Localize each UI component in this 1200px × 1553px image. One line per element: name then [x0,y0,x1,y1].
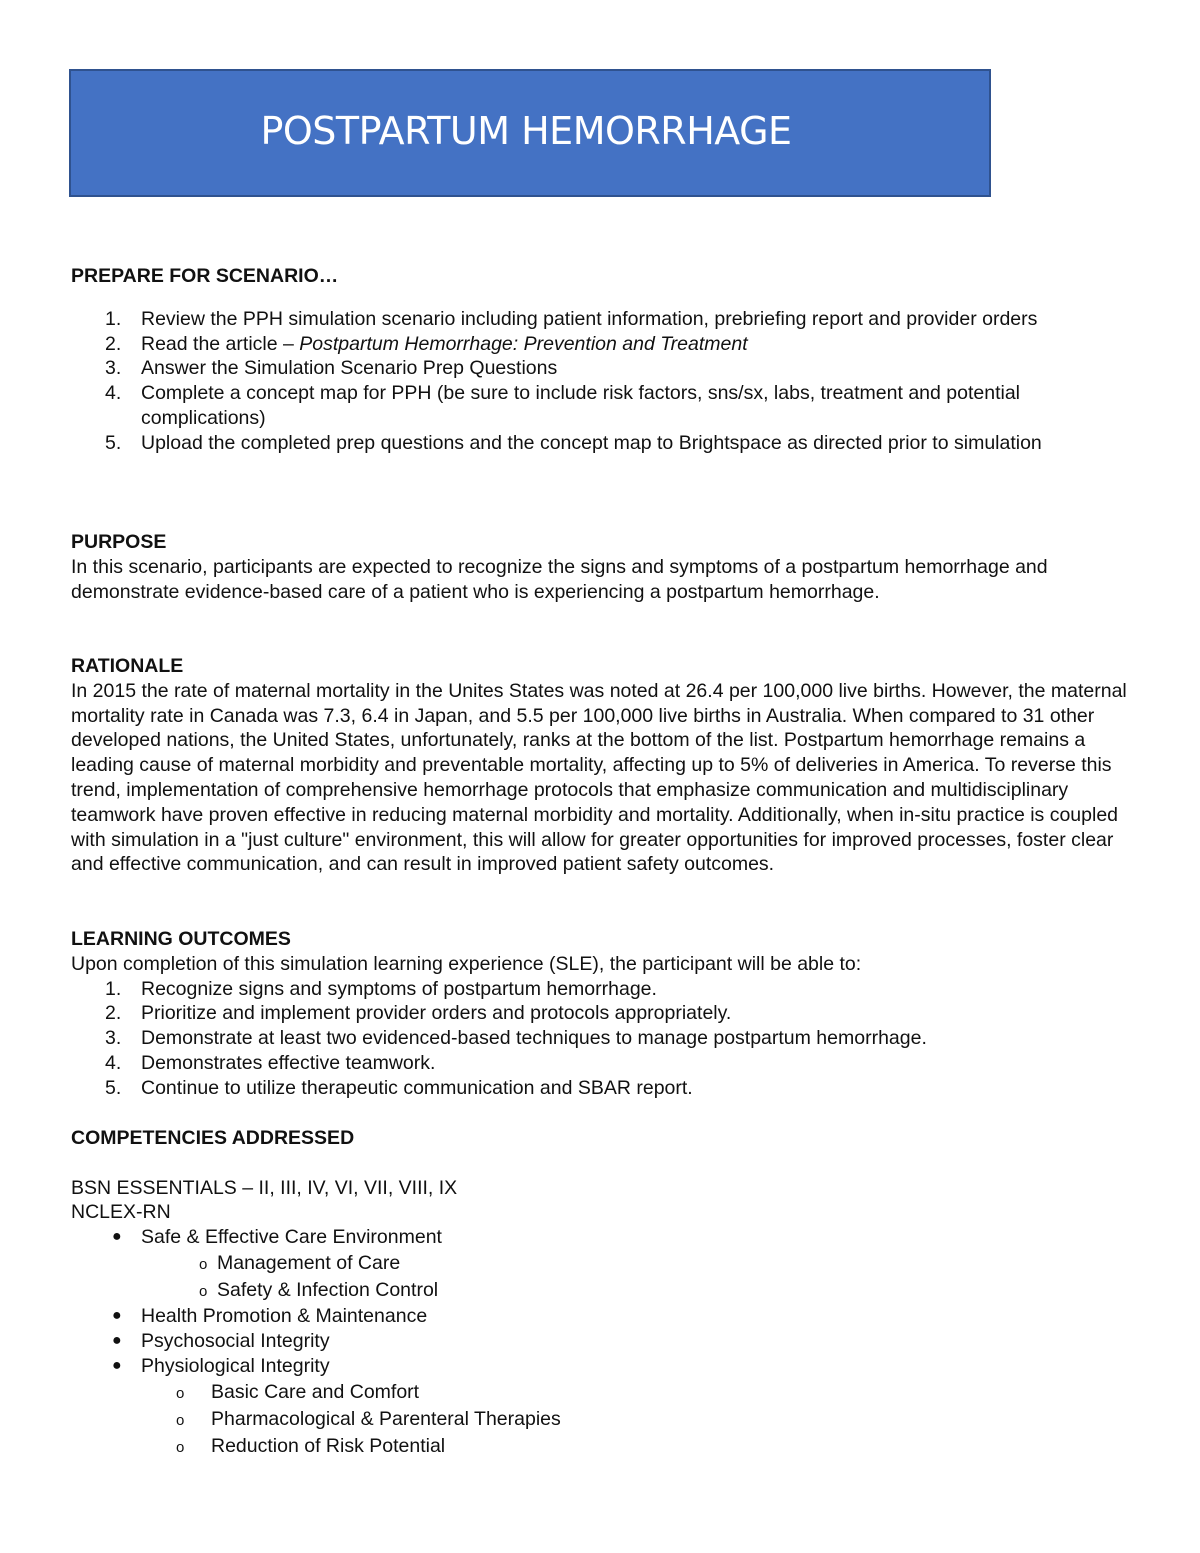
document-title: POSTPARTUM HEMORRHAGE [260,108,792,153]
sub-list-item: o Basic Care and Comfort [71,1380,1131,1405]
purpose-section [71,530,1131,604]
circle-bullet-icon: o [199,1255,208,1273]
purpose-text: In this scenario, participants are expected to recognize the signs and symptoms of a postpartum hemorrhage and demonstrate evidence-based care of a patient who is experiencing a postpartum hemorrhage. [71,555,1048,603]
list-item: 2. Read the article – Postpartum Hemorrhage: Prevention and Treatment [105,332,748,355]
sub-list-item: o Reduction of Risk Potential [71,1434,1131,1459]
list-item: 2. Prioritize and implement provider orders and protocols appropriately. [105,1002,732,1025]
competencies-heading: COMPETENCIES ADDRESSED [71,1127,355,1149]
rationale-text: In 2015 the rate of maternal mortality in the Unites States was noted at 26.4 per 100,000 live births. However, the maternal mortality rate in Canada was 7.3, 6.4 in Japan, and 5.5 per 100,000 live births in Australia. When compared to 31 other developed nations, the United States, unfortunately, ranks at the bottom of the list. Postpartum hemorrhage remains a leading cause of maternal morbidity and preventable mortality, affecting up to 5% of deliveries in America. To reverse this trend, implementation of comprehensive hemorrhage protocols that emphasize communication and multidisciplinary teamwork have proven effective in reducing maternal morbidity and mortality. Additionally, when in-situ practice is coupled with simulation in a "just culture" environment, this will allow for greater opportunities for improved processes, foster clear and effective communication, and can result in improved patient safety outcomes. [71,679,1127,876]
list-item: 1. Recognize signs and symptoms of postpartum hemorrhage. [105,977,657,1000]
bsn-essentials: BSN ESSENTIALS – II, III, IV, VI, VII, VIII, IX [71,1176,458,1199]
circle-bullet-icon: o [176,1438,185,1456]
prepare-list [71,307,1131,456]
list-item: ● Safe & Effective Care Environment [112,1226,442,1249]
competencies-section [71,1126,1131,1458]
purpose-heading: PURPOSE [71,531,167,553]
outcomes-intro: Upon completion of this simulation learning experience (SLE), the participant will be able to: [71,952,862,975]
list-item: 1. Review the PPH simulation scenario including patient information, prebriefing report and provider orders [105,307,1038,330]
outcomes-list [71,977,1131,1101]
bullet-icon: ● [112,1306,122,1324]
document-page [71,0,1131,1553]
circle-bullet-icon: o [199,1282,208,1300]
nclex-label: NCLEX-RN [71,1201,171,1224]
sub-list-item: o Safety & Infection Control [71,1278,1131,1303]
bullet-icon: ● [112,1357,122,1375]
list-item: 4. Complete a concept map for PPH (be sure to include risk factors, sns/sx, labs, treatment and potential complications) [105,382,1021,429]
sub-list-item: o Management of Care [71,1251,1131,1276]
prepare-section [71,264,1131,456]
list-item: 3. Answer the Simulation Scenario Prep Questions [105,357,558,380]
outcomes-section [71,927,1131,1101]
list-item: ● Physiological Integrity [112,1355,330,1378]
list-item: ● Psychosocial Integrity [112,1330,330,1353]
bullet-icon: ● [112,1228,122,1246]
title-banner [69,69,991,197]
list-item: 3. Demonstrate at least two evidenced-based techniques to manage postpartum hemorrhage. [105,1027,927,1050]
list-item: ● Health Promotion & Maintenance [112,1304,428,1327]
circle-bullet-icon: o [176,1384,185,1402]
list-item: 4. Demonstrates effective teamwork. [105,1051,436,1074]
sub-list-item: o Pharmacological & Parenteral Therapies [71,1407,1131,1432]
bullet-icon: ● [112,1332,122,1350]
rationale-section [71,654,1131,877]
rationale-heading: RATIONALE [71,655,184,677]
list-item: 5. Upload the completed prep questions and the concept map to Brightspace as directed prior to simulation [105,431,1042,454]
list-item: 5. Continue to utilize therapeutic communication and SBAR report. [105,1076,693,1099]
nclex-list [71,1225,1131,1458]
circle-bullet-icon: o [176,1411,185,1429]
outcomes-heading: LEARNING OUTCOMES [71,928,291,950]
prepare-heading: PREPARE FOR SCENARIO… [71,265,339,287]
